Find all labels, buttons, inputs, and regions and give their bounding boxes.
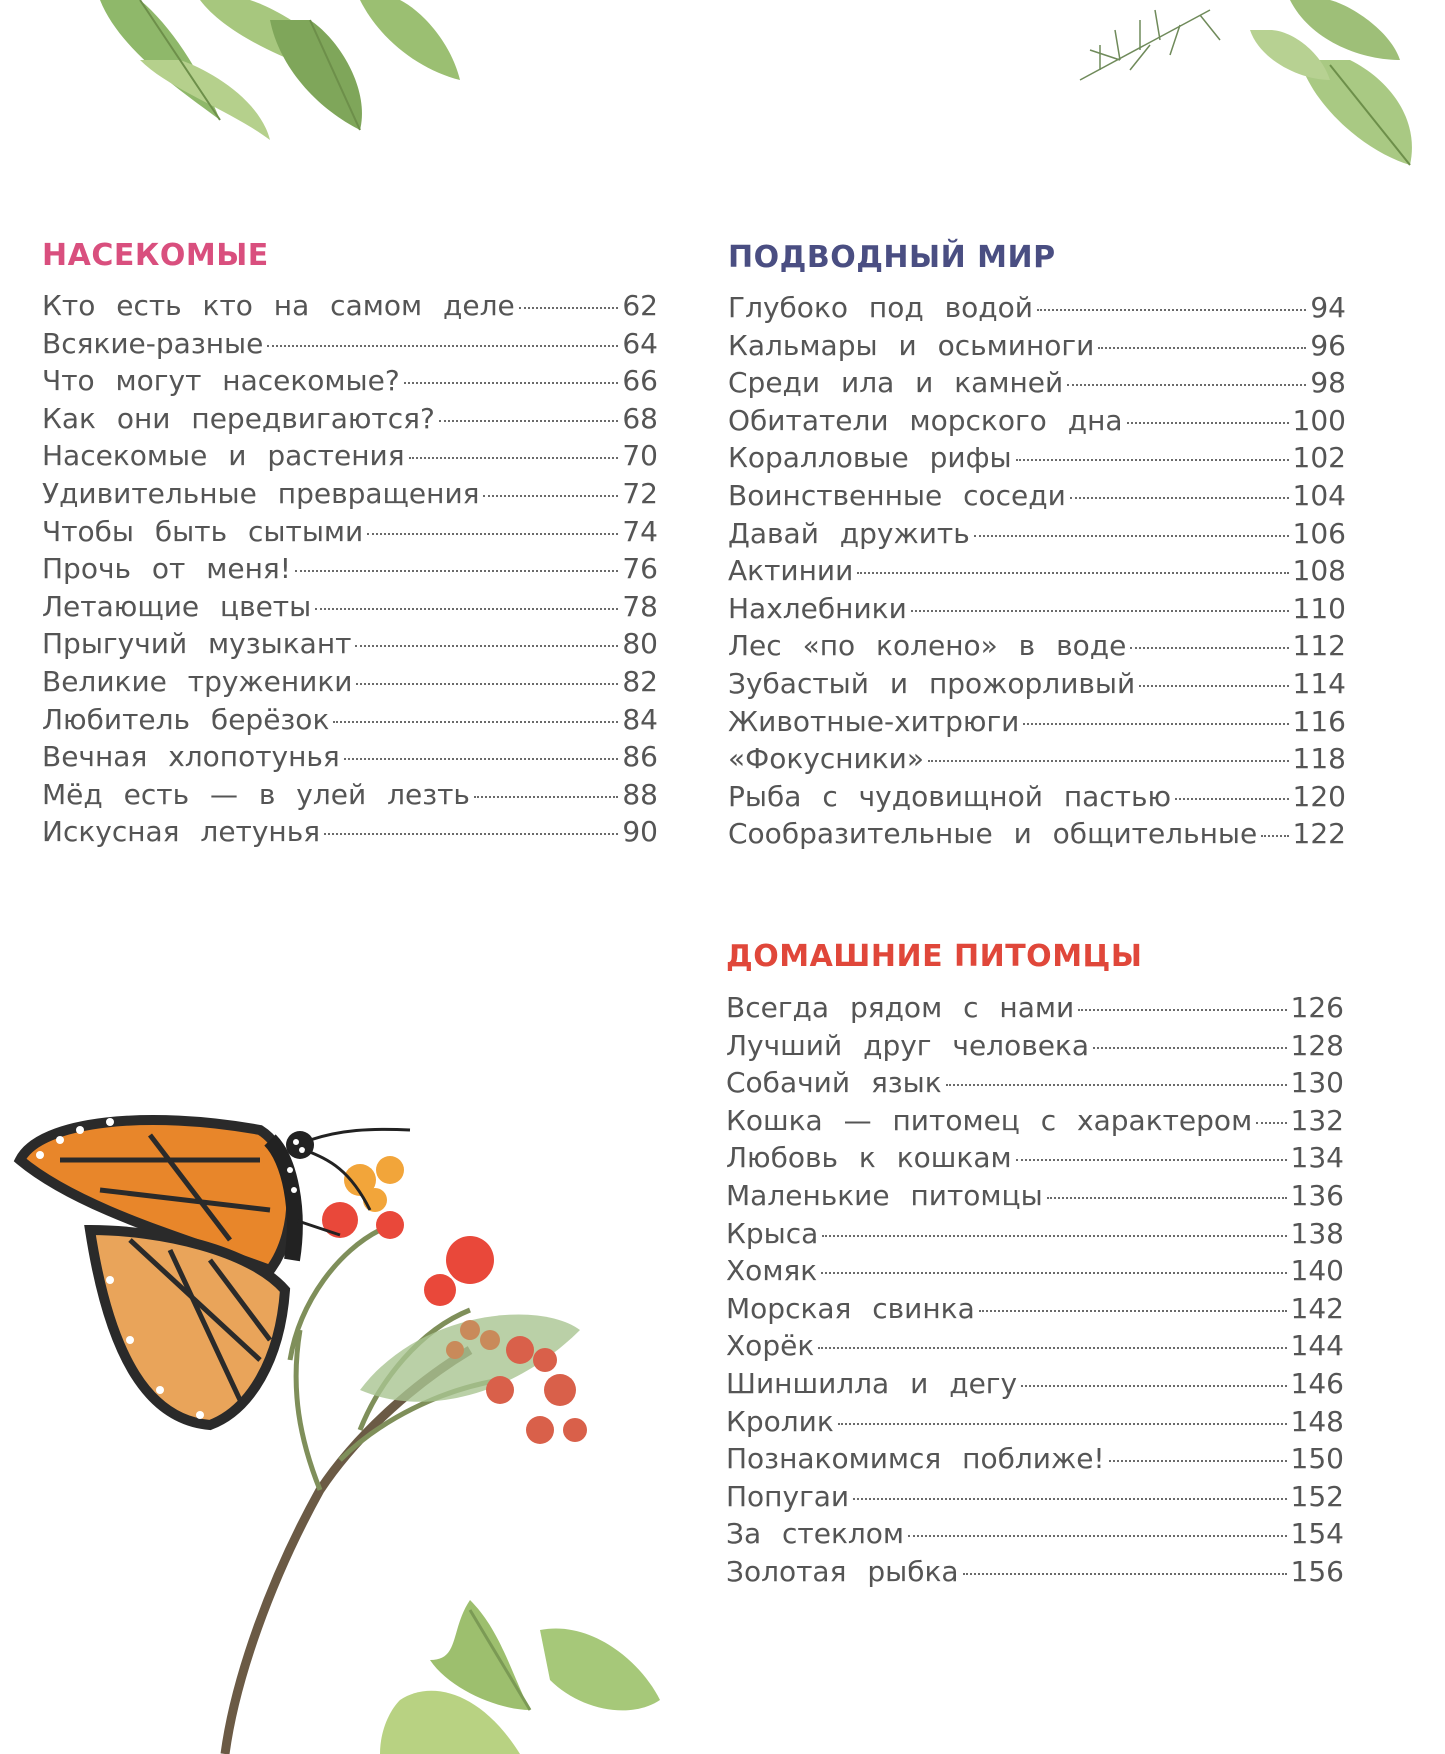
- toc-item[interactable]: [728, 439, 1346, 477]
- toc-item-title: Хомяк: [726, 1254, 818, 1288]
- toc-item-page: 74: [622, 514, 658, 548]
- top-right-foliage-image: [1060, 0, 1445, 175]
- toc-leader-dots: [409, 457, 619, 459]
- toc-item-page: 126: [1290, 991, 1344, 1024]
- toc-leader-dots: [822, 1235, 1286, 1237]
- toc-item-page: 116: [1292, 704, 1346, 738]
- toc-leader-dots: [821, 1272, 1286, 1274]
- toc-item-title: Крыса: [726, 1216, 819, 1250]
- toc-item[interactable]: [42, 625, 658, 663]
- toc-leader-dots: [315, 608, 618, 610]
- toc-item[interactable]: [42, 362, 658, 400]
- toc-item[interactable]: [726, 1177, 1344, 1215]
- toc-item-title: Любовь к кошкам: [726, 1141, 1012, 1175]
- toc-item-title: Всякие-разные: [42, 326, 264, 360]
- toc-item-page: 154: [1290, 1517, 1344, 1551]
- toc-leader-dots: [1021, 1385, 1286, 1387]
- toc-item-page: 100: [1292, 403, 1346, 437]
- toc-list-underwater: [728, 289, 1346, 853]
- toc-item-title: Воинственные соседи: [728, 478, 1066, 512]
- toc-item-page: 62: [622, 289, 658, 322]
- toc-item[interactable]: [728, 590, 1346, 628]
- toc-item-page: 106: [1292, 516, 1346, 550]
- toc-leader-dots: [439, 420, 619, 422]
- toc-item-title: Чтобы быть сытыми: [42, 514, 364, 548]
- toc-item[interactable]: [726, 1064, 1344, 1102]
- toc-item-page: 132: [1290, 1103, 1344, 1137]
- toc-list-pets: [726, 989, 1344, 1591]
- toc-leader-dots: [367, 533, 618, 535]
- toc-item-title: Давай дружить: [728, 516, 970, 550]
- toc-item-title: Кальмары и осьминоги: [728, 328, 1095, 362]
- toc-item[interactable]: [728, 778, 1346, 816]
- toc-item[interactable]: [42, 738, 658, 776]
- toc-item-title: Мёд есть — в улей лезть: [42, 777, 470, 811]
- toc-leader-dots: [333, 721, 618, 723]
- toc-item[interactable]: [42, 325, 658, 363]
- toc-item[interactable]: [726, 1290, 1344, 1328]
- section-pets: [726, 935, 1344, 1591]
- section-title-underwater: ПОДВОДНЫЙ МИР: [728, 240, 1056, 275]
- toc-item-page: 146: [1290, 1366, 1344, 1400]
- toc-item[interactable]: [42, 588, 658, 626]
- toc-leader-dots: [1127, 422, 1289, 424]
- toc-item[interactable]: [726, 1102, 1344, 1140]
- toc-item[interactable]: [728, 289, 1346, 327]
- toc-item[interactable]: [42, 513, 658, 551]
- toc-item-page: 102: [1292, 441, 1346, 475]
- toc-item-title: Кто есть кто на самом деле: [42, 289, 515, 322]
- toc-leader-dots: [1078, 1009, 1286, 1011]
- toc-item[interactable]: [42, 400, 658, 438]
- toc-leader-dots: [519, 307, 619, 309]
- toc-leader-dots: [974, 535, 1289, 537]
- toc-item-title: Хорёк: [726, 1329, 815, 1363]
- toc-item[interactable]: [728, 703, 1346, 741]
- toc-item-page: 128: [1290, 1028, 1344, 1062]
- toc-item[interactable]: [726, 1139, 1344, 1177]
- toc-item[interactable]: [728, 815, 1346, 853]
- toc-item-page: 140: [1290, 1254, 1344, 1288]
- toc-item[interactable]: [728, 740, 1346, 778]
- toc-leader-dots: [908, 1535, 1287, 1537]
- toc-item-title: Зубастый и прожорливый: [728, 666, 1136, 700]
- toc-item-page: 148: [1290, 1404, 1344, 1438]
- toc-item[interactable]: [726, 1478, 1344, 1516]
- toc-item-title: Шиншилла и дегу: [726, 1366, 1018, 1400]
- toc-item-title: Летающие цветы: [42, 589, 312, 623]
- toc-item-page: 88: [622, 777, 658, 811]
- toc-leader-dots: [1130, 647, 1288, 649]
- toc-item-page: 120: [1292, 779, 1346, 813]
- toc-leader-dots: [1037, 309, 1306, 311]
- toc-item[interactable]: [728, 665, 1346, 703]
- toc-item[interactable]: [42, 287, 658, 325]
- toc-item-page: 114: [1292, 666, 1346, 700]
- toc-leader-dots: [963, 1573, 1287, 1575]
- toc-leader-dots: [1256, 1122, 1286, 1124]
- toc-item-page: 112: [1292, 629, 1346, 663]
- toc-item-title: Прочь от меня!: [42, 552, 291, 586]
- toc-leader-dots: [928, 760, 1289, 762]
- toc-item-title: Лучший друг человека: [726, 1028, 1089, 1062]
- toc-item-title: Собачий язык: [726, 1066, 942, 1100]
- toc-item[interactable]: [42, 475, 658, 513]
- toc-item-title: Морская свинка: [726, 1291, 975, 1325]
- toc-item-page: 144: [1290, 1329, 1344, 1363]
- toc-item-title: Золотая рыбка: [726, 1554, 959, 1588]
- toc-item[interactable]: [42, 550, 658, 588]
- oak-leaves-image: [340, 1600, 670, 1754]
- toc-item-title: Как они передвигаются?: [42, 401, 435, 435]
- section-title-pets: ДОМАШНИЕ ПИТОМЦЫ: [726, 939, 1143, 974]
- toc-item-page: 130: [1290, 1066, 1344, 1100]
- toc-item-page: 86: [622, 740, 658, 774]
- toc-item-title: Попугаи: [726, 1479, 850, 1513]
- toc-item-title: Коралловые рифы: [728, 441, 1012, 475]
- toc-item-page: 118: [1292, 742, 1346, 776]
- toc-leader-dots: [344, 758, 619, 760]
- toc-leader-dots: [404, 382, 619, 384]
- toc-leader-dots: [324, 833, 618, 835]
- toc-item[interactable]: [726, 1027, 1344, 1065]
- section-title-insects: НАСЕКОМЫЕ: [42, 238, 269, 273]
- toc-item-page: 66: [622, 364, 658, 398]
- toc-leader-dots: [267, 345, 618, 347]
- toc-item-title: Великие труженики: [42, 664, 353, 698]
- toc-item[interactable]: [728, 552, 1346, 590]
- toc-leader-dots: [356, 683, 618, 685]
- toc-item-title: Кролик: [726, 1404, 834, 1438]
- toc-item-page: 94: [1310, 291, 1346, 324]
- toc-leader-dots: [946, 1084, 1287, 1086]
- toc-leader-dots: [838, 1423, 1287, 1425]
- toc-item[interactable]: [42, 437, 658, 475]
- toc-item-page: 98: [1310, 366, 1346, 400]
- toc-item[interactable]: [726, 1252, 1344, 1290]
- toc-list-insects: [42, 287, 658, 851]
- toc-leader-dots: [1016, 1159, 1287, 1161]
- section-insects: [42, 234, 658, 851]
- toc-item-page: 82: [622, 664, 658, 698]
- toc-item[interactable]: [728, 364, 1346, 402]
- toc-item[interactable]: [726, 1440, 1344, 1478]
- toc-item[interactable]: [726, 1515, 1344, 1553]
- toc-item-page: 138: [1290, 1216, 1344, 1250]
- toc-item-title: Среди ила и камней: [728, 366, 1064, 400]
- toc-item[interactable]: [726, 1215, 1344, 1253]
- toc-leader-dots: [1070, 497, 1289, 499]
- toc-item-title: Удивительные превращения: [42, 476, 480, 510]
- toc-item-page: 70: [622, 439, 658, 473]
- toc-item-page: 134: [1290, 1141, 1344, 1175]
- section-underwater: [728, 236, 1346, 853]
- toc-leader-dots: [295, 570, 618, 572]
- toc-item-page: 64: [622, 326, 658, 360]
- toc-item-title: Сообразительные и общительные: [728, 817, 1258, 851]
- toc-item[interactable]: [728, 327, 1346, 365]
- toc-item-title: Маленькие питомцы: [726, 1178, 1043, 1212]
- toc-item[interactable]: [728, 477, 1346, 515]
- toc-leader-dots: [1139, 685, 1288, 687]
- toc-item[interactable]: [726, 1403, 1344, 1441]
- toc-item-title: «Фокусники»: [728, 742, 924, 776]
- toc-leader-dots: [1023, 723, 1288, 725]
- toc-item-title: Актинии: [728, 554, 854, 588]
- toc-item[interactable]: [726, 1365, 1344, 1403]
- toc-item-page: 68: [622, 401, 658, 435]
- toc-item[interactable]: [728, 402, 1346, 440]
- toc-leader-dots: [1067, 384, 1306, 386]
- toc-item[interactable]: [726, 1553, 1344, 1591]
- toc-leader-dots: [1175, 798, 1288, 800]
- toc-item-page: 142: [1290, 1291, 1344, 1325]
- toc-item-page: 76: [622, 552, 658, 586]
- toc-leader-dots: [1109, 1460, 1287, 1462]
- toc-item-title: Искусная летунья: [42, 815, 321, 849]
- toc-item-page: 150: [1290, 1442, 1344, 1476]
- toc-item-page: 104: [1292, 478, 1346, 512]
- toc-item-title: Глубоко под водой: [728, 291, 1033, 324]
- toc-item-title: Животные-хитрюги: [728, 704, 1020, 738]
- toc-item-title: За стеклом: [726, 1517, 905, 1551]
- toc-item-title: Насекомые и растения: [42, 439, 405, 473]
- toc-item-title: Вечная хлопотунья: [42, 740, 340, 774]
- toc-item[interactable]: [42, 663, 658, 701]
- toc-leader-dots: [1047, 1197, 1287, 1199]
- toc-item-title: Что могут насекомые?: [42, 364, 400, 398]
- toc-leader-dots: [1016, 459, 1289, 461]
- toc-item-title: Прыгучий музыкант: [42, 627, 352, 661]
- toc-leader-dots: [483, 495, 618, 497]
- top-left-leaves-image: [80, 0, 480, 150]
- toc-leader-dots: [911, 610, 1289, 612]
- toc-item-page: 90: [622, 815, 658, 849]
- toc-leader-dots: [1261, 835, 1288, 837]
- toc-item-page: 110: [1292, 591, 1346, 625]
- toc-item-title: Нахлебники: [728, 591, 907, 625]
- toc-item-page: 136: [1290, 1178, 1344, 1212]
- toc-item[interactable]: [42, 701, 658, 739]
- toc-leader-dots: [1093, 1047, 1287, 1049]
- toc-leader-dots: [853, 1498, 1286, 1500]
- toc-item[interactable]: [42, 813, 658, 851]
- toc-item-title: Всегда рядом с нами: [726, 991, 1075, 1024]
- toc-item-page: 152: [1290, 1479, 1344, 1513]
- toc-item-page: 122: [1292, 817, 1346, 851]
- toc-item-title: Кошка — питомец с характером: [726, 1103, 1253, 1137]
- toc-leader-dots: [474, 796, 618, 798]
- toc-leader-dots: [979, 1310, 1287, 1312]
- toc-leader-dots: [857, 572, 1288, 574]
- toc-item-page: 80: [622, 627, 658, 661]
- toc-item-title: Лес «по колено» в воде: [728, 629, 1127, 663]
- toc-item[interactable]: [728, 627, 1346, 665]
- toc-item-page: 84: [622, 702, 658, 736]
- toc-item-page: 156: [1290, 1554, 1344, 1588]
- toc-item-page: 108: [1292, 554, 1346, 588]
- toc-item-title: Обитатели морского дна: [728, 403, 1123, 437]
- toc-item[interactable]: [726, 989, 1344, 1027]
- toc-item[interactable]: [42, 776, 658, 814]
- toc-leader-dots: [355, 645, 618, 647]
- toc-leader-dots: [818, 1347, 1286, 1349]
- toc-item[interactable]: [728, 515, 1346, 553]
- toc-item-page: 96: [1310, 328, 1346, 362]
- toc-item-title: Познакомимся поближе!: [726, 1442, 1105, 1476]
- toc-item-title: Любитель берёзок: [42, 702, 330, 736]
- toc-item[interactable]: [726, 1327, 1344, 1365]
- toc-item-page: 78: [622, 589, 658, 623]
- toc-leader-dots: [1098, 347, 1306, 349]
- toc-item-title: Рыба с чудовищной пастью: [728, 779, 1172, 813]
- toc-item-page: 72: [622, 476, 658, 510]
